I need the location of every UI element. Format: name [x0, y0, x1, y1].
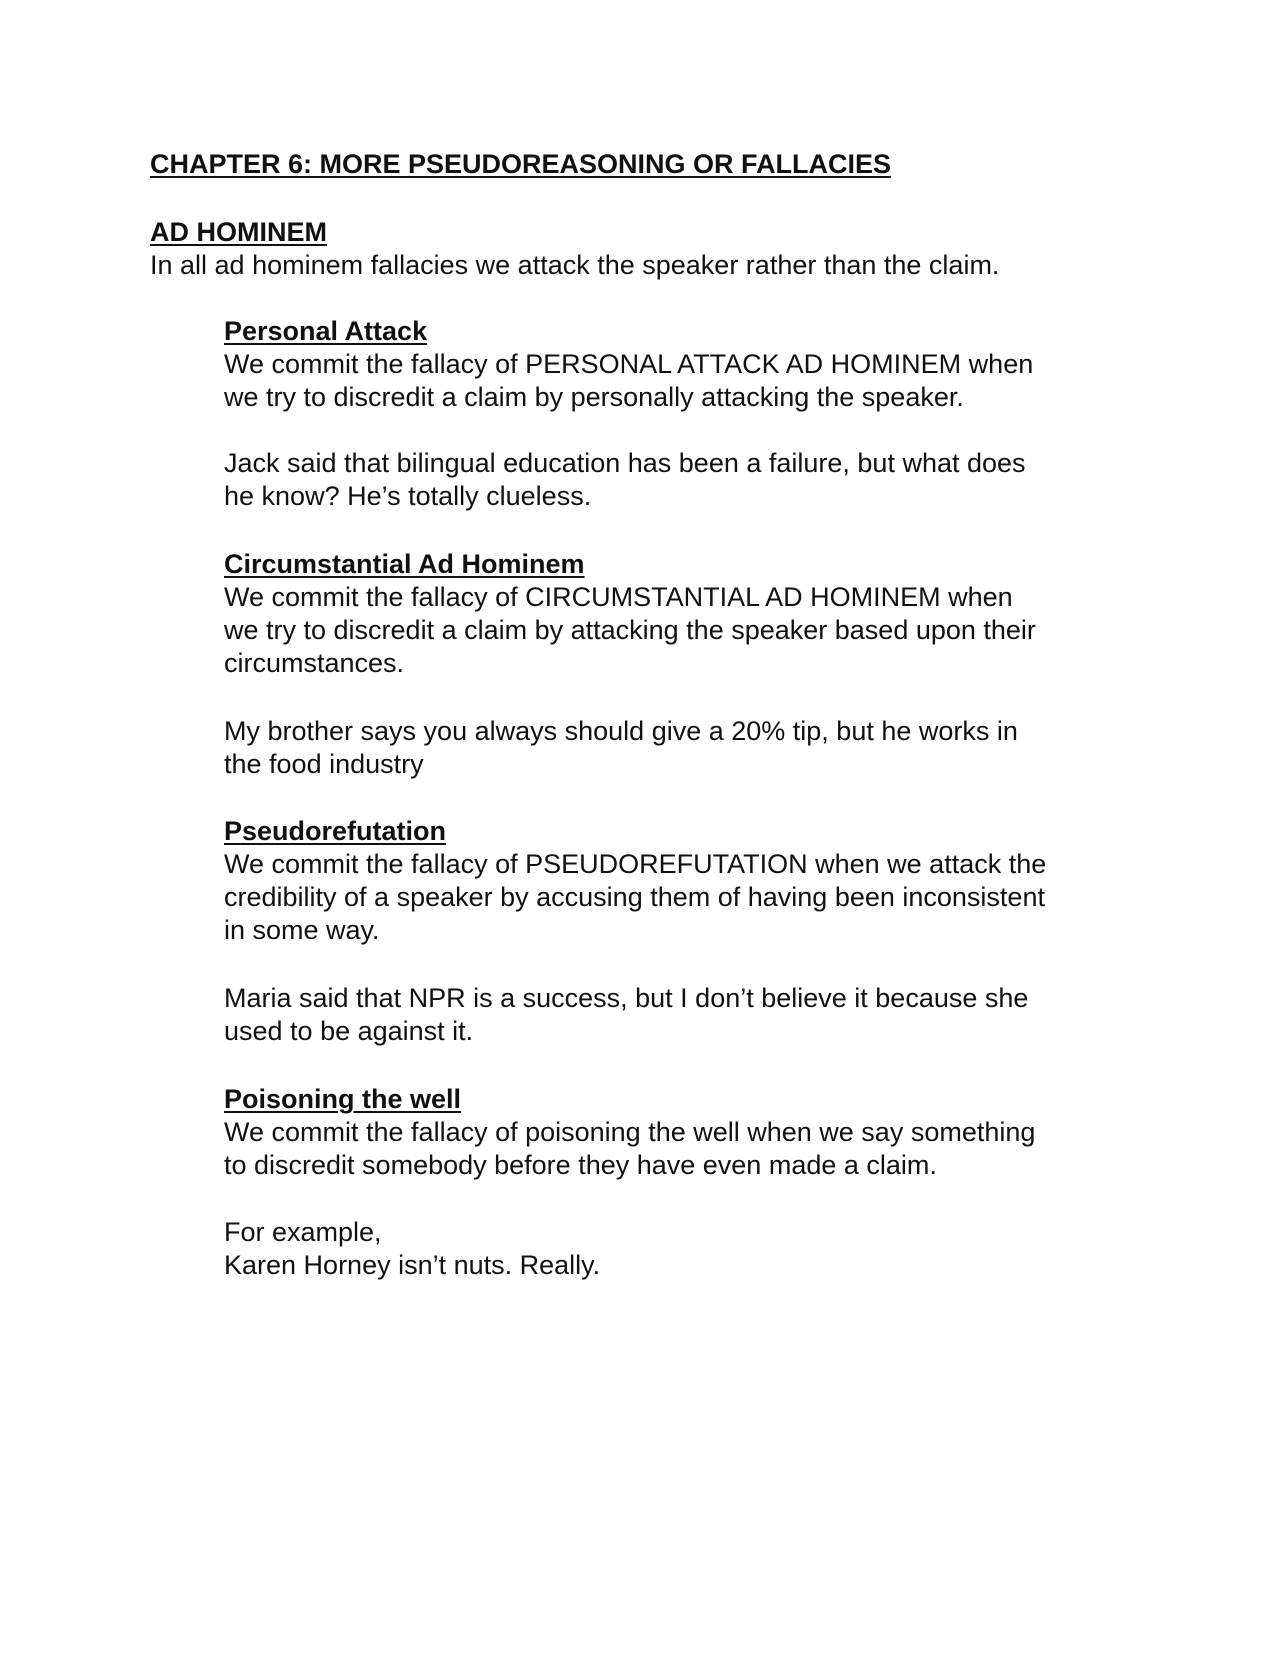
- example-line: Jack said that bilingual education has been a failure, but what does: [224, 448, 1026, 478]
- definition-line: we try to discredit a claim by attacking the speaker based upon their: [224, 615, 1036, 645]
- definition-line: We commit the fallacy of CIRCUMSTANTIAL AD HOMINEM when: [224, 582, 1013, 612]
- chapter-title: CHAPTER 6: MORE PSEUDOREASONING OR FALLACIES: [150, 149, 892, 179]
- definition-line: We commit the fallacy of PSEUDOREFUTATION when we attack the: [224, 849, 1047, 879]
- example-line: For example,: [224, 1217, 382, 1247]
- example-line: Karen Horney isn’t nuts. Really.: [224, 1250, 601, 1280]
- example-line: used to be against it.: [224, 1016, 474, 1046]
- example-line: My brother says you always should give a 20% tip, but he works in: [224, 716, 1018, 746]
- definition-line: we try to discredit a claim by personally attacking the speaker.: [224, 382, 964, 412]
- example-line: the food industry: [224, 749, 424, 779]
- subsection-heading-pseudorefutation: Pseudorefutation: [224, 816, 447, 846]
- subsection-heading-personal-attack: Personal Attack: [224, 316, 428, 346]
- definition-line: credibility of a speaker by accusing them of having been inconsistent: [224, 882, 1045, 912]
- definition-line: We commit the fallacy of poisoning the well when we say something: [224, 1117, 1036, 1147]
- subsection-heading-circumstantial: Circumstantial Ad Hominem: [224, 549, 585, 579]
- example-line: he know? He’s totally clueless.: [224, 481, 592, 511]
- definition-line: circumstances.: [224, 648, 405, 678]
- section-heading: AD HOMINEM: [150, 217, 327, 247]
- definition-line: We commit the fallacy of PERSONAL ATTACK AD HOMINEM when: [224, 349, 1034, 379]
- definition-line: in some way.: [224, 915, 380, 945]
- section-intro: In all ad hominem fallacies we attack the speaker rather than the claim.: [150, 250, 1000, 280]
- subsection-heading-poisoning-the-well: Poisoning the well: [224, 1084, 462, 1114]
- definition-line: to discredit somebody before they have even made a claim.: [224, 1150, 937, 1180]
- example-line: Maria said that NPR is a success, but I don’t believe it because she: [224, 983, 1029, 1013]
